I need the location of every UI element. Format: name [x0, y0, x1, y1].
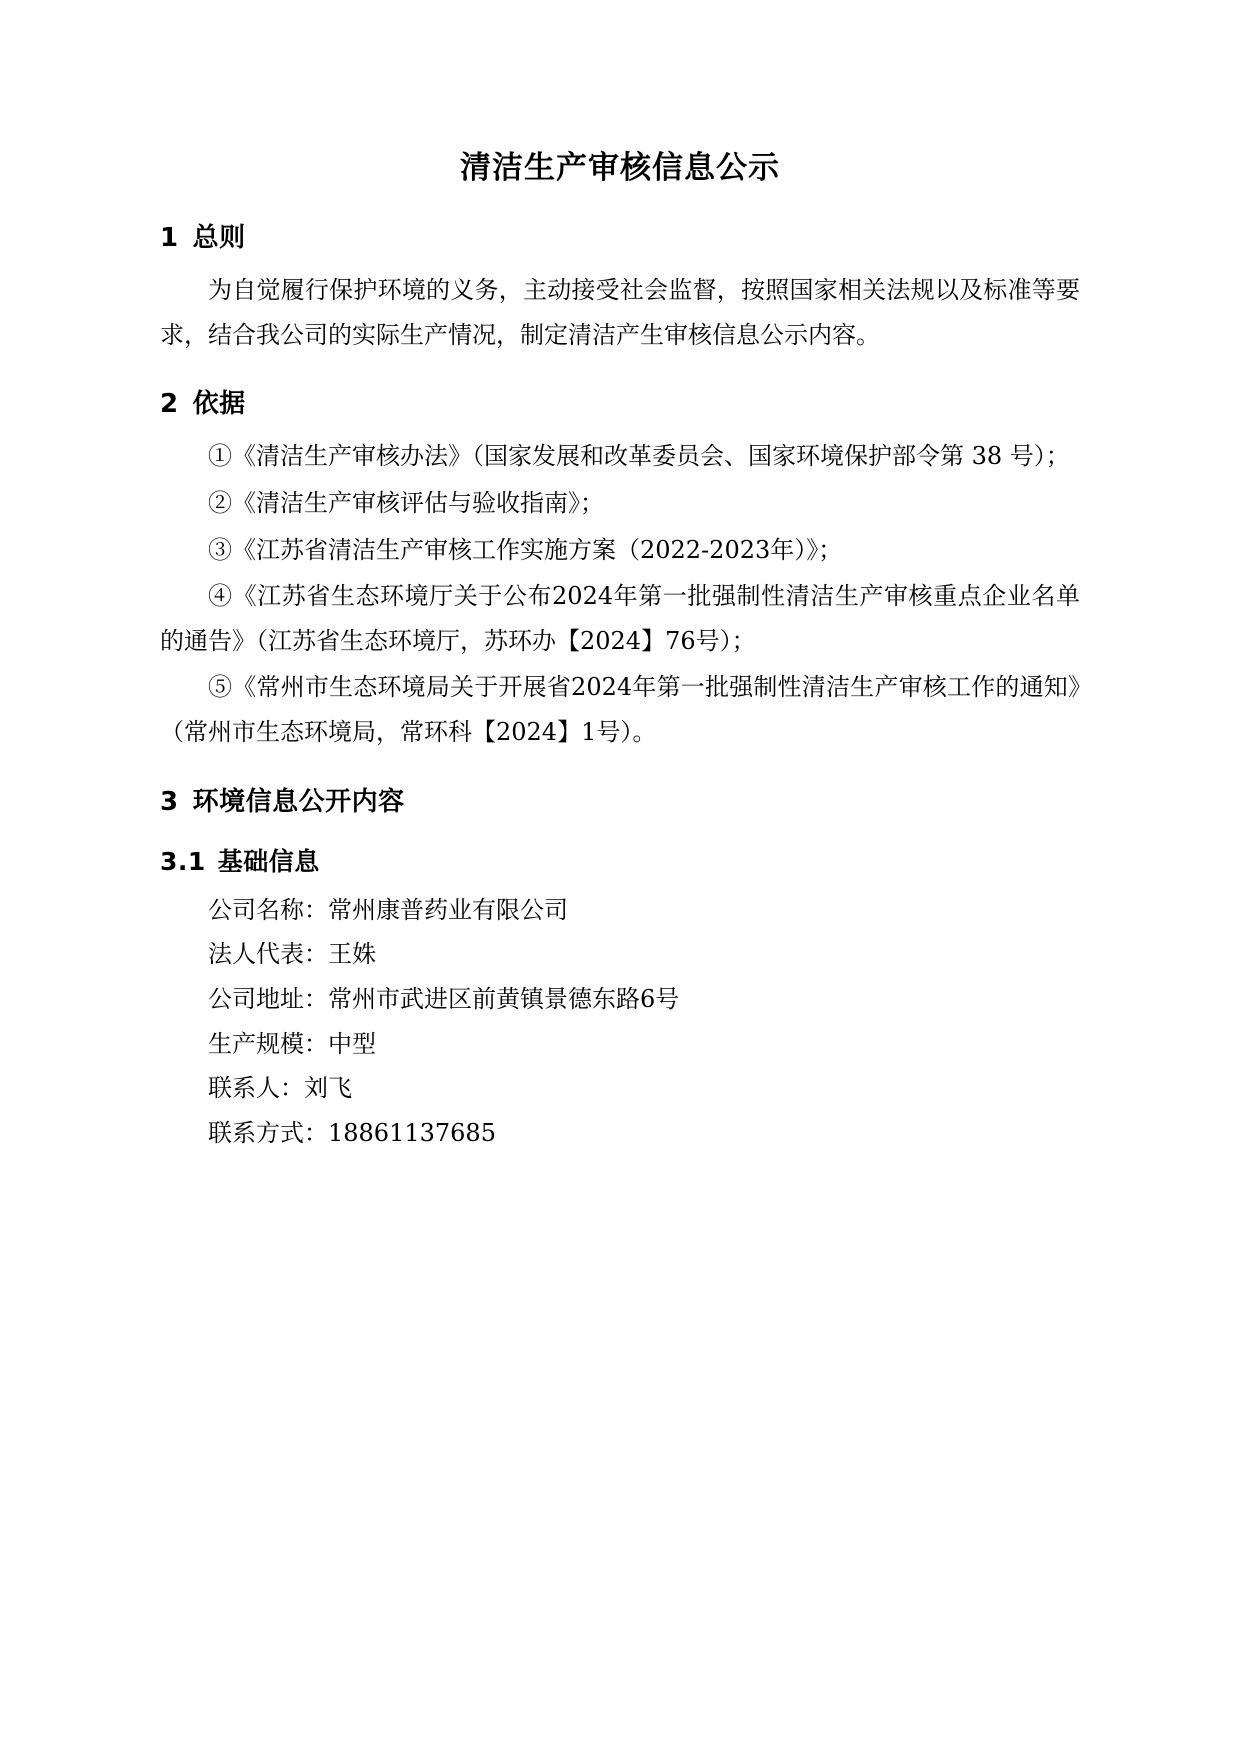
section-number-2: 2 — [160, 389, 179, 420]
info-value-scale: 中型 — [328, 1029, 376, 1058]
section-1-paragraph-1: 为自觉履行保护环境的义务，主动接受社会监督，按照国家相关法规以及标准等要求，结合我公司的实际生产情况，制定清洁产生审核信息公示内容。 — [160, 276, 1080, 349]
list-item — [160, 1066, 1080, 1111]
info-value-company-name: 常州康普药业有限公司 — [328, 895, 568, 924]
list-item — [160, 1022, 1080, 1067]
section-title-3: 环境信息公开内容 — [192, 786, 405, 817]
section-number-1: 1 — [160, 223, 179, 253]
basic-info-list — [160, 888, 1080, 1156]
list-item — [160, 888, 1080, 933]
info-label-contact-phone: 联系方式： — [208, 1118, 328, 1147]
section-2-paragraph-5: ⑤《常州市生态环境局关于开展省2024年第一批强制性清洁生产审核工作的通知》（常州市生态环境局，常环科【2024】1号）。 — [160, 673, 1080, 746]
info-value-contact-person: 刘飞 — [304, 1074, 352, 1103]
page-title: 清洁生产审核信息公示 — [460, 150, 780, 186]
subsection-title-3-1: 基础信息 — [217, 846, 320, 876]
list-item — [160, 932, 1080, 977]
info-label-contact-person: 联系人： — [208, 1074, 304, 1103]
info-label-address: 公司地址： — [208, 984, 328, 1013]
section-heading-2 — [160, 383, 1080, 420]
section-heading-1 — [160, 217, 1080, 254]
list-item — [160, 977, 1080, 1022]
subsection-heading-3-1 — [160, 842, 1080, 878]
info-value-legal-rep: 王姝 — [328, 940, 376, 969]
section-heading-3 — [160, 781, 1080, 818]
info-value-address: 常州市武进区前黄镇景德东路6号 — [328, 984, 680, 1013]
section-2-paragraph-3: ③《江苏省清洁生产审核工作实施方案（2022-2023年）》； — [208, 535, 843, 564]
section-2-paragraph-2: ②《清洁生产审核评估与验收指南》； — [208, 488, 604, 517]
section-title-1: 总则 — [192, 223, 246, 253]
section-title-2: 依据 — [192, 389, 246, 420]
subsection-number-3-1: 3.1 — [160, 846, 206, 876]
list-item — [160, 1111, 1080, 1156]
info-label-company-name: 公司名称： — [208, 895, 328, 924]
info-value-contact-phone: 18861137685 — [328, 1118, 496, 1147]
section-2-paragraph-4: ④《江苏省生态环境厅关于公布2024年第一批强制性清洁生产审核重点企业名单的通告》（江苏省生态环境厅，苏环办【2024】76号）； — [160, 582, 1080, 655]
section-2-paragraph-1: ①《清洁生产审核办法》（国家发展和改革委员会、国家环境保护部令第 38 号）； — [208, 442, 1070, 471]
section-number-3: 3 — [160, 786, 179, 817]
info-label-legal-rep: 法人代表： — [208, 940, 328, 969]
info-label-scale: 生产规模： — [208, 1029, 328, 1058]
